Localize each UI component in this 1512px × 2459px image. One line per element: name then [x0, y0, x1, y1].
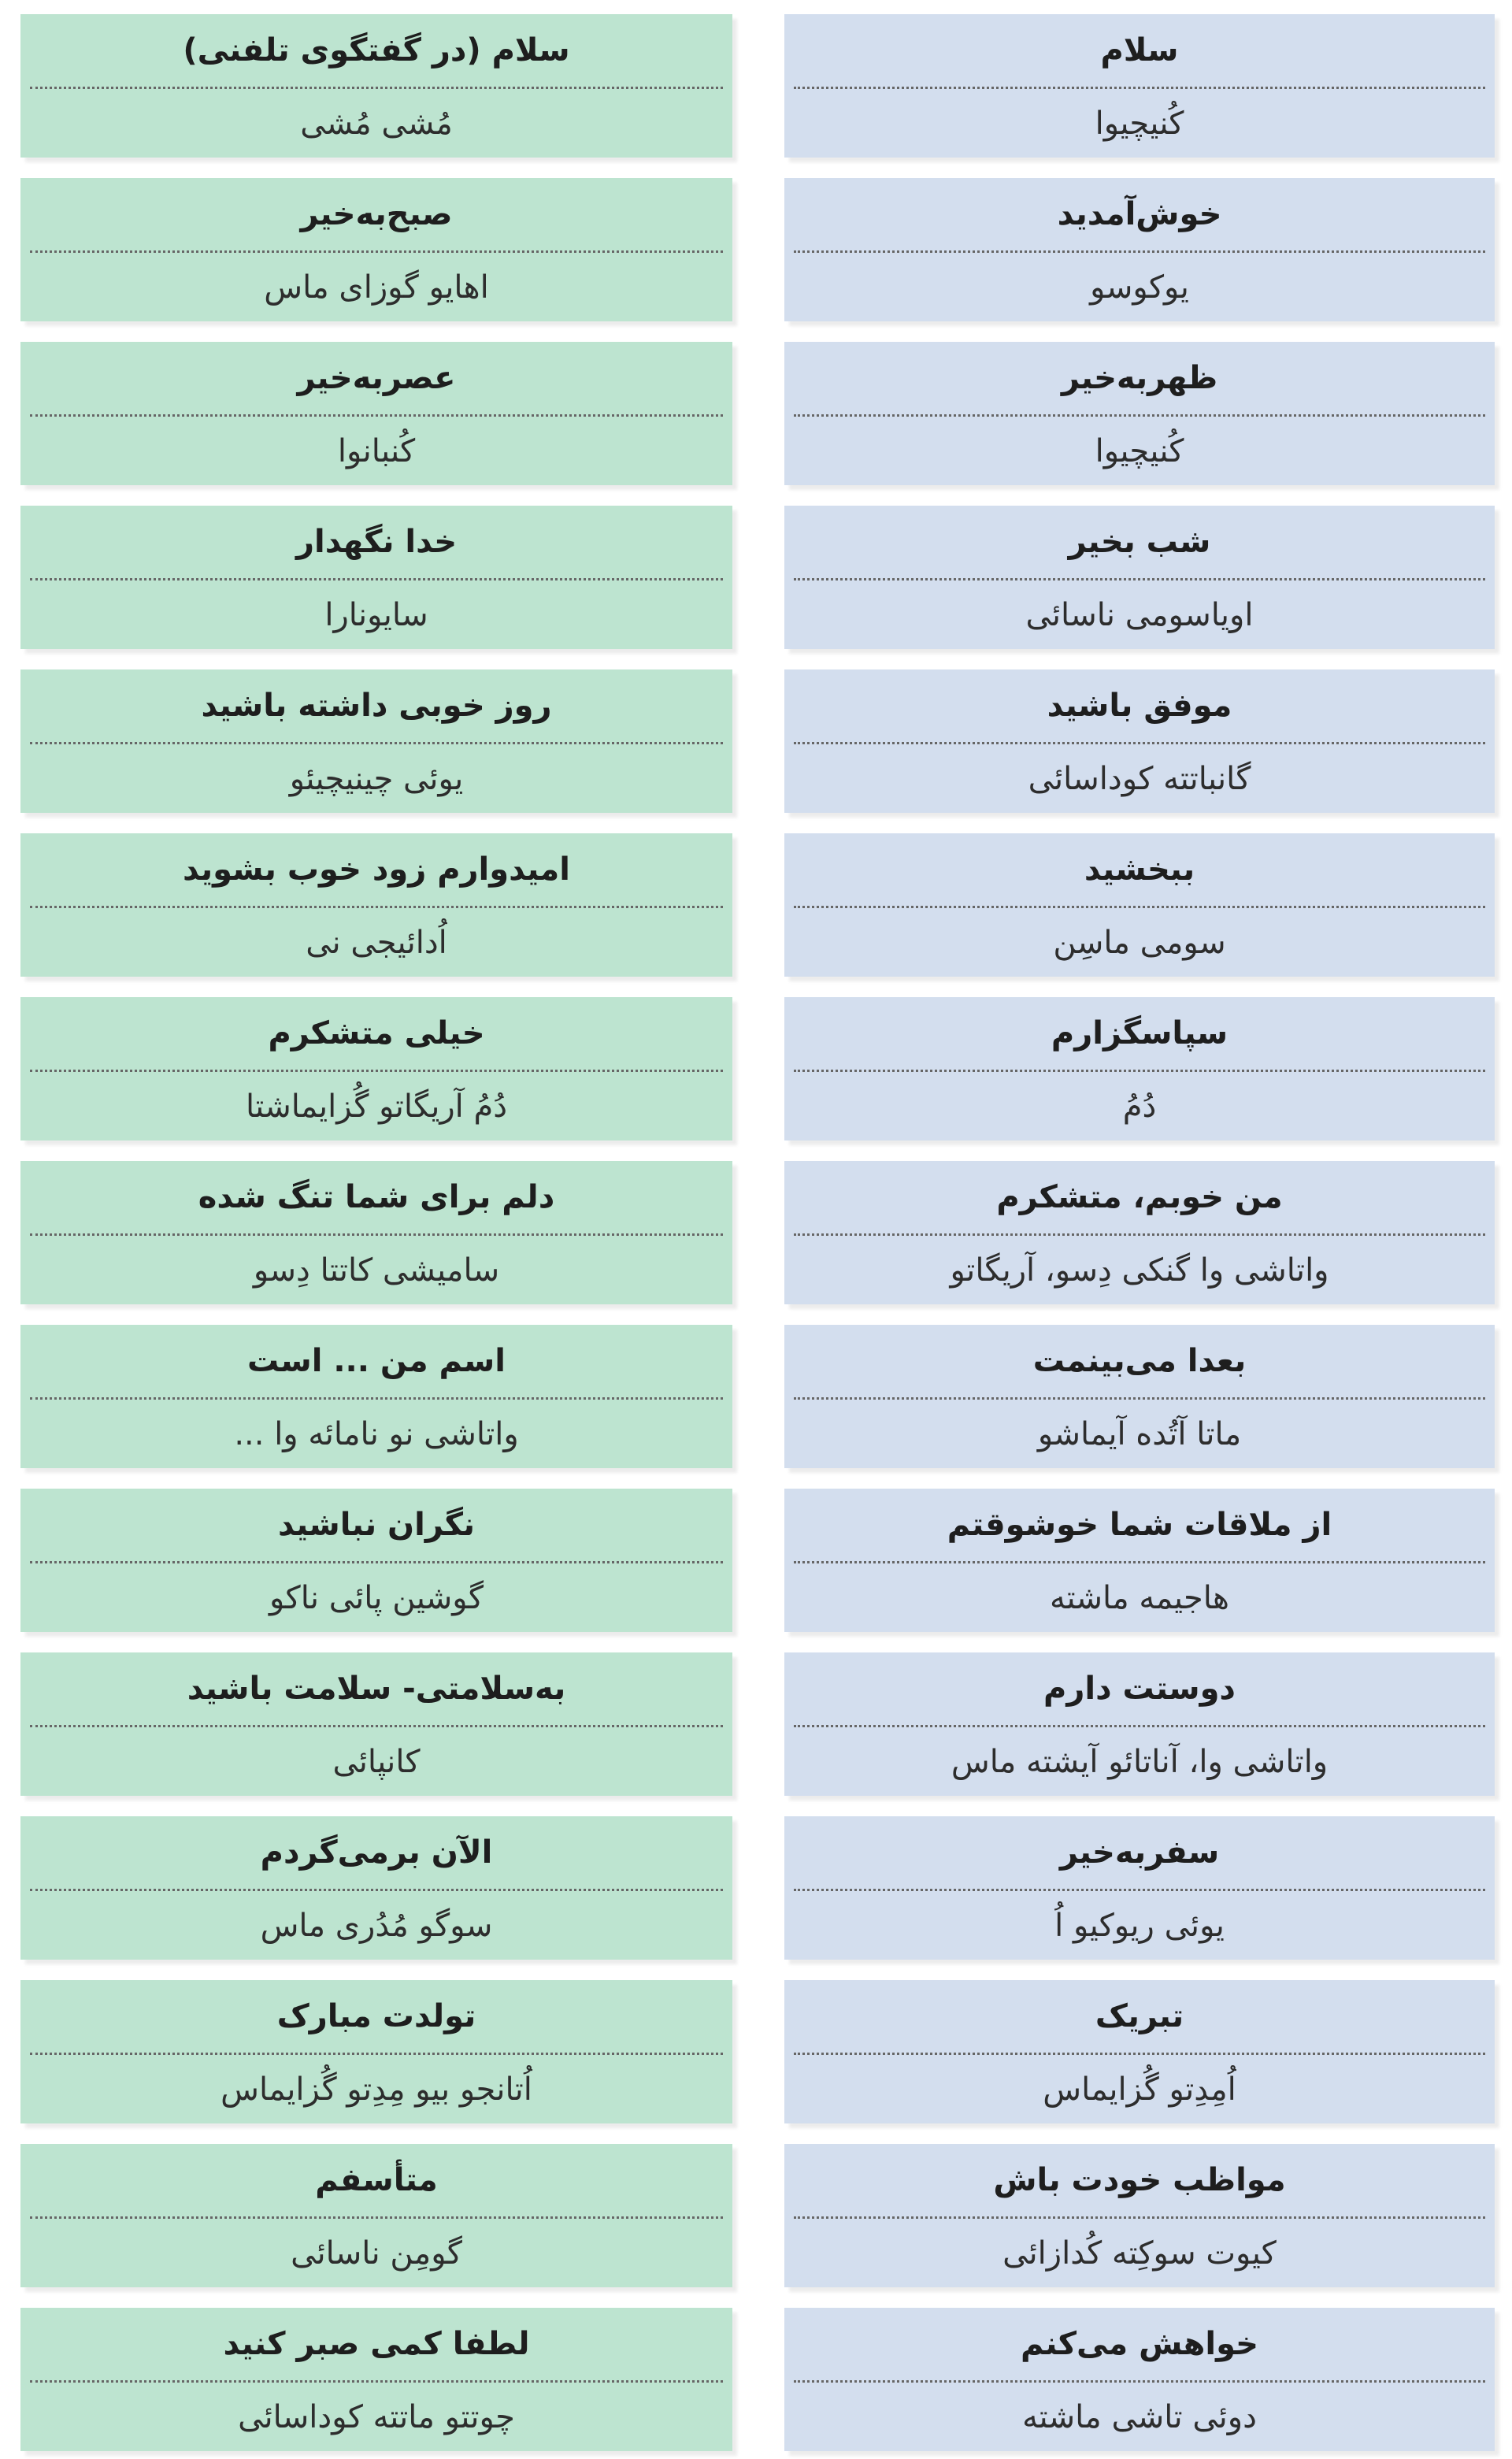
phrase-title: ظهربه‌خیر: [1061, 360, 1218, 396]
phrase-transliteration: اُتانجو بیو مِدِتو گُزایماس: [220, 2071, 532, 2108]
phrase-title: امیدوارم زود خوب بشوید: [182, 851, 571, 888]
phrase-title: من خوبم، متشکرم: [996, 1179, 1283, 1215]
phrase-title: از ملاقات شما خوشوقتم: [947, 1507, 1332, 1543]
phrase-title: خیلی متشکرم: [268, 1015, 485, 1051]
phrase-card-right: [784, 1816, 1495, 1960]
phrase-card-left: [20, 669, 732, 813]
phrase-transliteration: سایونارا: [324, 597, 428, 633]
phrase-card-right: [784, 1489, 1495, 1632]
dotted-divider: [30, 578, 723, 580]
dotted-divider: [794, 742, 1485, 744]
phrase-transliteration: دوئی تاشی ماشته: [1022, 2399, 1257, 2435]
dotted-divider: [794, 2216, 1485, 2219]
phrase-transliteration: مُشی مُشی: [300, 106, 453, 142]
dotted-divider: [30, 1725, 723, 1727]
dotted-divider: [794, 906, 1485, 908]
phrase-card-left: [20, 2144, 732, 2287]
dotted-divider: [794, 87, 1485, 89]
dotted-divider: [794, 1725, 1485, 1727]
phrase-transliteration: گوشین پائی ناکو: [269, 1580, 484, 1616]
phrase-card-left: [20, 178, 732, 321]
phrase-title: نگران نباشید: [277, 1507, 476, 1543]
dotted-divider: [30, 414, 723, 417]
phrase-title: سپاسگزارم: [1051, 1015, 1228, 1051]
phrase-transliteration: کانپائی: [332, 1744, 421, 1780]
phrase-title: خدا نگهدار: [295, 524, 458, 560]
phrase-transliteration: کُنیچیوا: [1095, 433, 1184, 469]
phrase-title: روز خوبی داشته باشید: [201, 688, 552, 724]
phrase-transliteration: واتاشی نو نامائه وا ...: [234, 1416, 519, 1452]
phrase-card-left: [20, 1816, 732, 1960]
phrase-transliteration: کُنیچیوا: [1095, 106, 1184, 142]
phrase-title: ببخشید: [1084, 851, 1195, 888]
dotted-divider: [30, 1070, 723, 1072]
dotted-divider: [30, 2216, 723, 2219]
dotted-divider: [30, 906, 723, 908]
dotted-divider: [30, 2380, 723, 2383]
phrase-transliteration: کیوت سوکِته کُدازائی: [1002, 2235, 1277, 2272]
phrase-card-right: [784, 1980, 1495, 2123]
phrase-transliteration: ماتا آتُده آیماشو: [1037, 1416, 1242, 1452]
phrase-title: دوستت دارم: [1043, 1671, 1236, 1707]
phrase-card-right: [784, 997, 1495, 1140]
phrase-transliteration: یوئی ریوکیو اُ: [1054, 1908, 1225, 1944]
phrase-title: خواهش می‌کنم: [1021, 2326, 1259, 2362]
phrase-card-left: [20, 833, 732, 977]
phrase-transliteration: واتاشی وا، آناتائو آیشته ماس: [951, 1744, 1329, 1780]
phrase-transliteration: یوئی چینیچیئو: [289, 761, 464, 797]
phrase-card-right: [784, 669, 1495, 813]
phrase-card-right: [784, 833, 1495, 977]
phrase-title: متأسفم: [315, 2162, 438, 2198]
phrase-transliteration: سوگو مُدُری ماس: [260, 1908, 493, 1944]
phrase-title: سفربه‌خیر: [1059, 1834, 1220, 1871]
phrase-title: مواظب خودت باش: [993, 2162, 1286, 2198]
dotted-divider: [30, 1233, 723, 1236]
phrase-card-right: [784, 2144, 1495, 2287]
phrase-title: به‌سلامتی- سلامت باشید: [187, 1671, 566, 1707]
phrase-transliteration: یوکوسو: [1090, 269, 1189, 306]
phrase-card-left: [20, 1325, 732, 1468]
phrase-card-left: [20, 997, 732, 1140]
phrase-title: عصربه‌خیر: [297, 360, 456, 396]
phrase-title: سلام (در گفتگوی تلفنی): [183, 32, 570, 69]
phrase-transliteration: دُمُ آریگاتو گُزایماشتا: [245, 1089, 508, 1125]
dotted-divider: [794, 1397, 1485, 1400]
phrase-title: صبح‌به‌خیر: [300, 196, 453, 232]
phrase-title: الآن برمی‌گردم: [260, 1834, 493, 1871]
phrase-transliteration: سامیشی کاتتا دِسو: [253, 1252, 500, 1289]
phrase-title: اسم من ... است: [247, 1343, 506, 1379]
phrase-card-right: [784, 1652, 1495, 1796]
phrase-title: سلام: [1100, 32, 1179, 69]
phrase-card-left: [20, 506, 732, 649]
dotted-divider: [794, 2380, 1485, 2383]
phrase-title: دلم برای شما تنگ شده: [198, 1179, 555, 1215]
phrase-card-right: [784, 178, 1495, 321]
phrase-card-right: [784, 2308, 1495, 2451]
phrase-transliteration: کُنبانوا: [337, 433, 416, 469]
phrase-transliteration: واتاشی وا گنکی دِسو، آریگاتو: [950, 1252, 1329, 1289]
phrase-transliteration: اُمِدِتو گُزایماس: [1043, 2071, 1236, 2108]
phrase-transliteration: اهایو گوزای ماس: [264, 269, 489, 306]
phrase-title: خوش‌آمدید: [1057, 196, 1222, 232]
phrase-transliteration: چوتتو ماتته کوداسائی: [238, 2399, 515, 2435]
phrase-card-right: [784, 506, 1495, 649]
phrase-card-right: [784, 1161, 1495, 1304]
phrase-title: تبریک: [1095, 1998, 1184, 2034]
phrase-title: لطفا کمی صبر کنید: [223, 2326, 530, 2362]
dotted-divider: [30, 250, 723, 253]
dotted-divider: [794, 1561, 1485, 1563]
dotted-divider: [794, 578, 1485, 580]
phrase-transliteration: دُمُ: [1122, 1089, 1157, 1125]
phrase-title: تولدت مبارک: [276, 1998, 476, 2034]
dotted-divider: [30, 1397, 723, 1400]
dotted-divider: [794, 2053, 1485, 2055]
phrase-card-left: [20, 1161, 732, 1304]
dotted-divider: [794, 1233, 1485, 1236]
phrase-card-left: [20, 1980, 732, 2123]
phrase-card-left: [20, 1652, 732, 1796]
phrase-card-right: [784, 342, 1495, 485]
phrase-transliteration: گومِن ناسائی: [291, 2235, 462, 2272]
dotted-divider: [30, 1561, 723, 1563]
dotted-divider: [30, 1889, 723, 1891]
phrase-transliteration: اُدائیجی نی: [306, 925, 447, 961]
phrase-transliteration: هاجیمه ماشته: [1050, 1580, 1230, 1616]
phrase-card-left: [20, 2308, 732, 2451]
dotted-divider: [794, 1070, 1485, 1072]
phrase-title: بعدا می‌بینمت: [1032, 1343, 1247, 1379]
phrase-card-left: [20, 1489, 732, 1632]
phrase-transliteration: سومی ماسِن: [1053, 925, 1226, 961]
dotted-divider: [794, 414, 1485, 417]
dotted-divider: [30, 87, 723, 89]
phrase-transliteration: اویاسومی ناسائی: [1025, 597, 1254, 633]
phrase-title: شب بخیر: [1068, 524, 1211, 560]
phrase-card-right: [784, 14, 1495, 158]
phrase-card-right: [784, 1325, 1495, 1468]
dotted-divider: [794, 1889, 1485, 1891]
phrase-title: موفق باشید: [1047, 688, 1232, 724]
dotted-divider: [30, 2053, 723, 2055]
phrase-transliteration: گانباتته کوداسائی: [1028, 761, 1251, 797]
phrase-card-left: [20, 14, 732, 158]
dotted-divider: [30, 742, 723, 744]
phrase-card-left: [20, 342, 732, 485]
dotted-divider: [794, 250, 1485, 253]
